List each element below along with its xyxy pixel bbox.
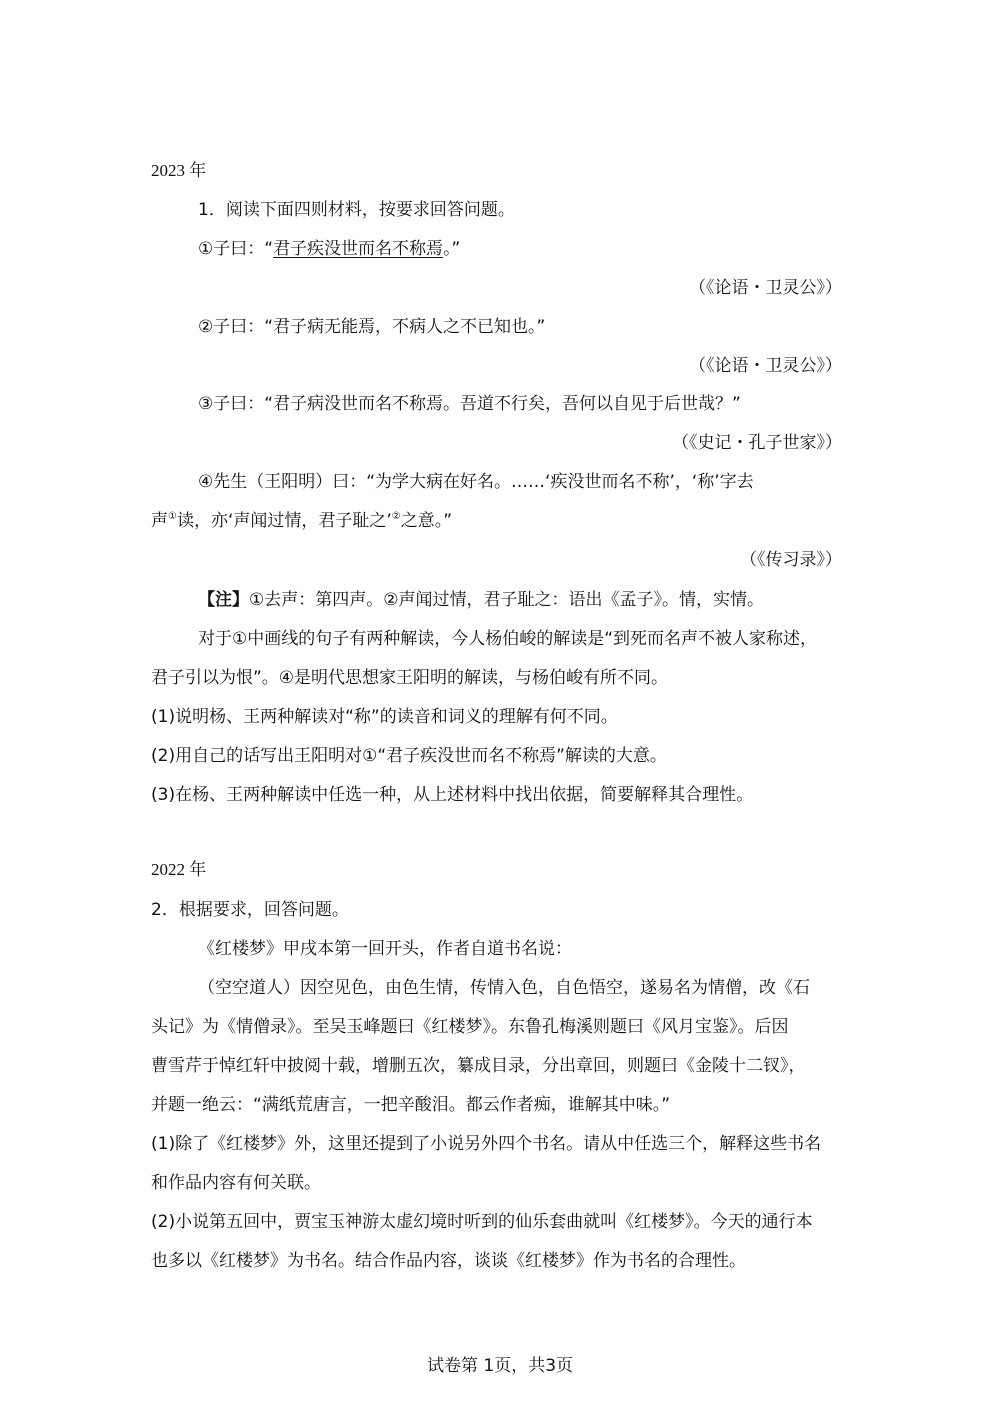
notes-label: 【注】 [198,590,249,610]
question-1-intro: 1．阅读下面四则材料，按要求回答问题。 [198,200,515,220]
year-heading-2022: 2022 年 [151,860,207,879]
q2-sub-question-1-line-1: (1)除了《红楼梦》外，这里还提到了小说另外四个书名。请从中任选三个，解释这些书名 [151,1134,822,1154]
material-4-text-b: 读，亦‘声闻过情，君子耻之’ [176,511,392,531]
material-4-line-2 [151,510,452,532]
paragraph-line-2: 君子引以为恨”。④是明代思想家王阳明的解读，与杨伯峻有所不同。 [151,668,669,688]
footnote-marker-2: ② [391,511,401,522]
quote-line-4: 并题一绝云：“满纸荒唐言，一把辛酸泪。都云作者痴，谁解其中味。” [151,1095,671,1115]
q2-sub-question-2-line-1: (2)小说第五回中，贾宝玉神游太虚幻境时听到的仙乐套曲就叫《红楼梦》。今天的通行本 [151,1212,813,1232]
material-1-underlined-sentence: 君子疾没世而名不称焉 [273,239,444,259]
page-footer: 试卷第 1页，共3页 [426,1356,574,1376]
material-4-source: （《传习录》） [740,550,842,570]
material-1-prefix: ①子曰：“ [198,239,274,259]
material-2-source: （《论语・卫灵公》） [689,356,842,376]
q2-sub-question-2-line-2: 也多以《红楼梦》为书名。结合作品内容，谈谈《红楼梦》作为书名的合理性。 [151,1251,746,1271]
question-2-lead: 《红楼梦》甲戌本第一回开头，作者自道书名说： [198,939,572,959]
quote-line-1: （空空道人）因空见色，由色生情，传情入色，自色悟空，遂易名为情僧，改《石 [198,978,810,998]
year-heading-2023: 2023 年 [151,161,207,180]
material-1 [198,238,460,260]
quote-line-2: 头记》为《情僧录》。至吴玉峰题曰《红楼梦》。东鲁孔梅溪则题曰《风月宝鉴》。后因 [151,1017,789,1037]
material-4-text-c: 之意。” [400,511,453,531]
quote-line-3: 曹雪芹于悼红轩中披阅十载，增删五次，纂成目录，分出章回，则题曰《金陵十二钗》， [151,1056,806,1076]
material-3-source: （《史记・孔子世家》） [672,433,842,453]
material-4-line-1: ④先生（王阳明）曰：“为学大病在好名。……‘疾没世而名不称’，‘称’字去 [198,472,754,492]
notes-text: ①去声：第四声。②声闻过情，君子耻之：语出《孟子》。情，实情。 [249,590,764,610]
material-4-text-a: 声 [151,511,168,531]
material-3: ③子曰：“君子病没世而名不称焉。吾道不行矣，吾何以自见于后世哉？” [198,394,741,414]
material-1-source: （《论语・卫灵公》） [689,278,842,298]
sub-question-2: (2)用自己的话写出王阳明对①“君子疾没世而名不称焉”解读的大意。 [151,746,667,766]
paragraph-line-1: 对于①中画线的句子有两种解读，今人杨伯峻的解读是“到死而名声不被人家称述， [198,629,818,649]
sub-question-1: (1)说明杨、王两种解读对“称”的读音和词义的理解有何不同。 [151,707,618,727]
sub-question-3: (3)在杨、王两种解读中任选一种，从上述材料中找出依据，简要解释其合理性。 [151,785,754,805]
material-1-suffix: 。” [443,239,461,259]
footnote-marker-1: ① [168,511,177,522]
notes [198,589,764,611]
question-2-intro: 2．根据要求，回答问题。 [151,900,349,920]
material-2: ②子曰：“君子病无能焉，不病人之不已知也。” [198,317,546,337]
q2-sub-question-1-line-2: 和作品内容有何关联。 [151,1173,321,1193]
